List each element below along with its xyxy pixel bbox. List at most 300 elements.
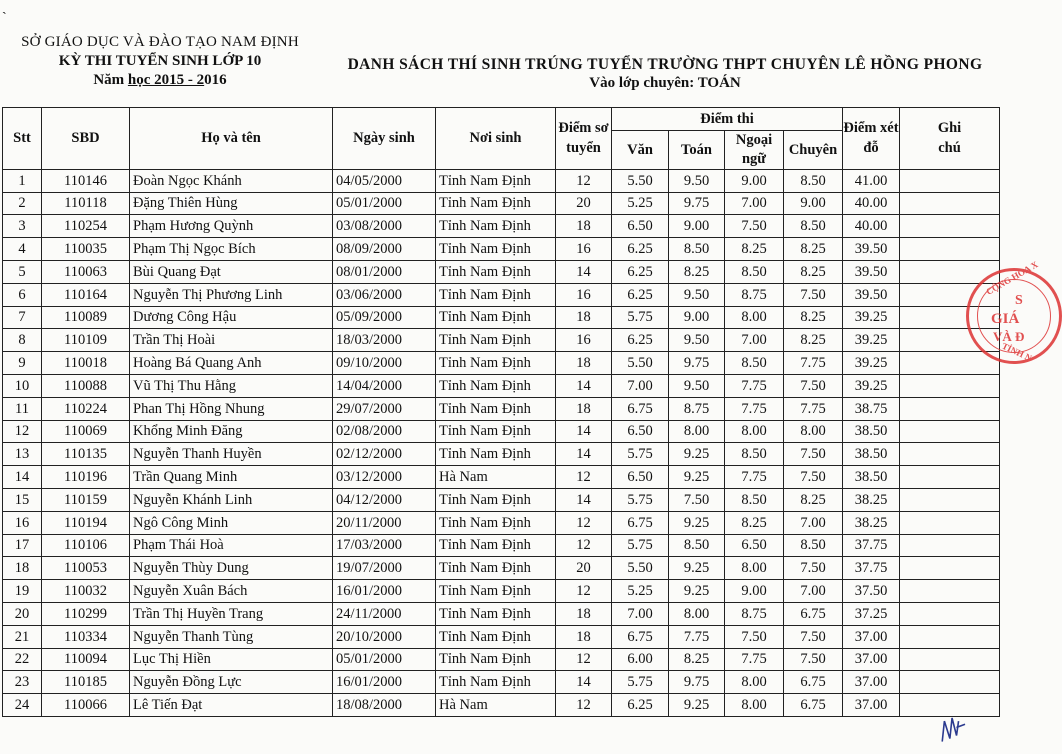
cell-chuyen: 8.50 [784,534,843,557]
table-row [3,329,1000,352]
cell-name: Nguyễn Thị Phương Linh [130,283,333,306]
cell-nn: 8.50 [725,443,784,466]
cell-total: 38.50 [843,443,900,466]
cell-chuyen: 6.75 [784,602,843,625]
cell-pob: Tỉnh Nam Định [436,397,556,420]
cell-prelim: 18 [556,625,612,648]
cell-prelim: 12 [556,511,612,534]
cell-total: 37.00 [843,648,900,671]
cell-toan: 9.50 [669,329,725,352]
signature-scribble [935,710,969,748]
cell-sbd: 110032 [42,580,130,603]
table-row [3,671,1000,694]
table-row [3,580,1000,603]
cell-dob: 03/12/2000 [333,466,436,489]
table-row [3,648,1000,671]
cell-note [900,443,1000,466]
cell-note [900,671,1000,694]
cell-stt: 19 [3,580,42,603]
cell-toan: 8.50 [669,238,725,261]
cell-total: 39.50 [843,238,900,261]
cell-stt: 17 [3,534,42,557]
cell-pob: Hà Nam [436,466,556,489]
cell-note [900,352,1000,375]
cell-van: 6.50 [612,466,669,489]
seal-text-top: CỘNG HÒA X [984,259,1040,297]
cell-total: 37.25 [843,602,900,625]
cell-chuyen: 8.25 [784,260,843,283]
cell-total: 39.25 [843,329,900,352]
cell-name: Phạm Thị Ngọc Bích [130,238,333,261]
cell-nn: 8.00 [725,306,784,329]
cell-dob: 04/12/2000 [333,488,436,511]
cell-stt: 7 [3,306,42,329]
cell-dob: 02/08/2000 [333,420,436,443]
cell-sbd: 110109 [42,329,130,352]
cell-prelim: 18 [556,215,612,238]
table-row [3,694,1000,717]
cell-prelim: 18 [556,352,612,375]
cell-chuyen: 7.50 [784,466,843,489]
cell-stt: 20 [3,602,42,625]
cell-sbd: 110018 [42,352,130,375]
school-year-suffix: 016 [204,72,227,88]
cell-name: Ngô Công Minh [130,511,333,534]
col-total: Điểm xét đỗ [843,108,900,170]
table-row [3,306,1000,329]
cell-name: Dương Công Hậu [130,306,333,329]
cell-total: 40.00 [843,215,900,238]
table-row [3,420,1000,443]
cell-chuyen: 8.50 [784,215,843,238]
cell-sbd: 110146 [42,169,130,192]
cell-prelim: 12 [556,694,612,717]
cell-note [900,397,1000,420]
cell-total: 37.00 [843,671,900,694]
cell-van: 7.00 [612,374,669,397]
cell-toan: 8.00 [669,420,725,443]
cell-sbd: 110053 [42,557,130,580]
table-row [3,488,1000,511]
cell-sbd: 110194 [42,511,130,534]
cell-total: 37.75 [843,557,900,580]
cell-chuyen: 8.00 [784,420,843,443]
cell-van: 6.25 [612,238,669,261]
cell-total: 38.75 [843,397,900,420]
cell-nn: 8.00 [725,694,784,717]
cell-nn: 7.75 [725,374,784,397]
cell-nn: 7.50 [725,625,784,648]
cell-pob: Tỉnh Nam Định [436,169,556,192]
col-sbd: SBD [42,108,130,170]
cell-total: 38.25 [843,511,900,534]
cell-total: 39.25 [843,352,900,375]
table-row [3,192,1000,215]
cell-total: 39.50 [843,283,900,306]
cell-name: Hoàng Bá Quang Anh [130,352,333,375]
cell-stt: 9 [3,352,42,375]
cell-toan: 9.50 [669,374,725,397]
cell-chuyen: 6.75 [784,671,843,694]
cell-prelim: 14 [556,420,612,443]
cell-toan: 9.50 [669,169,725,192]
cell-toan: 9.75 [669,671,725,694]
cell-stt: 14 [3,466,42,489]
cell-total: 39.25 [843,374,900,397]
cell-sbd: 110164 [42,283,130,306]
cell-chuyen: 9.00 [784,192,843,215]
cell-chuyen: 8.25 [784,329,843,352]
cell-prelim: 16 [556,238,612,261]
cell-chuyen: 7.50 [784,557,843,580]
cell-stt: 24 [3,694,42,717]
seal-text-mid3: VÀ Đ [993,329,1025,344]
cell-stt: 15 [3,488,42,511]
cell-toan: 8.25 [669,648,725,671]
cell-pob: Tỉnh Nam Định [436,192,556,215]
cell-van: 5.75 [612,443,669,466]
col-stt: Stt [3,108,42,170]
cell-name: Lê Tiến Đạt [130,694,333,717]
cell-nn: 7.00 [725,329,784,352]
header-right [330,55,1000,93]
cell-nn: 7.00 [725,192,784,215]
cell-name: Phạm Thái Hoà [130,534,333,557]
cell-name: Đặng Thiên Hùng [130,192,333,215]
cell-van: 5.25 [612,580,669,603]
cell-chuyen: 8.50 [784,169,843,192]
cell-name: Đoàn Ngọc Khánh [130,169,333,192]
cell-stt: 21 [3,625,42,648]
cell-stt: 3 [3,215,42,238]
table-row [3,602,1000,625]
cell-dob: 24/11/2000 [333,602,436,625]
table-body [3,169,1000,716]
department-name: SỞ GIÁO DỤC VÀ ĐÀO TẠO NAM ĐỊNH [21,34,299,50]
cell-dob: 18/03/2000 [333,329,436,352]
table-row [3,352,1000,375]
cell-note [900,192,1000,215]
cell-total: 41.00 [843,169,900,192]
cell-stt: 23 [3,671,42,694]
cell-sbd: 110094 [42,648,130,671]
cell-pob: Tỉnh Nam Định [436,374,556,397]
seal-text-mid2: GIÁ [991,311,1020,327]
table-row [3,534,1000,557]
cell-stt: 11 [3,397,42,420]
cell-note [900,625,1000,648]
cell-dob: 08/09/2000 [333,238,436,261]
cell-van: 6.75 [612,625,669,648]
cell-chuyen: 8.25 [784,488,843,511]
cell-van: 6.50 [612,215,669,238]
cell-nn: 8.50 [725,352,784,375]
cell-name: Nguyễn Đồng Lực [130,671,333,694]
cell-sbd: 110118 [42,192,130,215]
cell-name: Trần Quang Minh [130,466,333,489]
seal-text-mid1: S [1015,293,1023,308]
cell-van: 6.50 [612,420,669,443]
cell-total: 37.50 [843,580,900,603]
cell-van: 5.75 [612,534,669,557]
cell-van: 5.50 [612,557,669,580]
col-dob: Ngày sinh [333,108,436,170]
seal-text-bottom: TỈNH N [1000,340,1034,364]
cell-stt: 5 [3,260,42,283]
cell-pob: Tỉnh Nam Định [436,260,556,283]
cell-nn: 8.00 [725,420,784,443]
cell-nn: 8.50 [725,260,784,283]
cell-total: 37.00 [843,694,900,717]
cell-prelim: 16 [556,283,612,306]
cell-toan: 9.00 [669,306,725,329]
cell-van: 6.00 [612,648,669,671]
cell-total: 40.00 [843,192,900,215]
col-name: Họ và tên [130,108,333,170]
cell-toan: 8.75 [669,397,725,420]
col-ngoai-ngu: Ngoại ngữ [725,130,784,169]
cell-pob: Tỉnh Nam Định [436,557,556,580]
cell-van: 5.50 [612,352,669,375]
cell-nn: 8.00 [725,671,784,694]
cell-toan: 8.50 [669,534,725,557]
table-row [3,625,1000,648]
cell-stt: 6 [3,283,42,306]
cell-stt: 4 [3,238,42,261]
cell-note [900,169,1000,192]
exam-name: KỲ THI TUYỂN SINH LỚP 10 [58,53,262,69]
cell-sbd: 110159 [42,488,130,511]
cell-nn: 8.25 [725,238,784,261]
document-subtitle: Vào lớp chuyên: TOÁN [589,75,741,91]
corner-mark: ˏ [2,0,7,15]
cell-pob: Tỉnh Nam Định [436,306,556,329]
cell-name: Khổng Minh Đăng [130,420,333,443]
cell-chuyen: 6.75 [784,694,843,717]
cell-sbd: 110135 [42,443,130,466]
cell-note [900,557,1000,580]
cell-van: 6.25 [612,329,669,352]
cell-prelim: 20 [556,557,612,580]
table-header-row-1 [3,108,1000,131]
cell-dob: 05/09/2000 [333,306,436,329]
cell-chuyen: 8.25 [784,238,843,261]
cell-sbd: 110334 [42,625,130,648]
table-row [3,466,1000,489]
cell-toan: 9.25 [669,557,725,580]
header-left [10,33,310,90]
table-row [3,215,1000,238]
cell-prelim: 14 [556,443,612,466]
cell-stt: 18 [3,557,42,580]
cell-nn: 8.25 [725,511,784,534]
col-exam-group: Điểm thi [612,108,843,131]
cell-dob: 17/03/2000 [333,534,436,557]
cell-dob: 20/11/2000 [333,511,436,534]
cell-chuyen: 7.50 [784,443,843,466]
cell-note [900,420,1000,443]
cell-stt: 13 [3,443,42,466]
col-note: Ghi chú [900,108,1000,170]
cell-note [900,215,1000,238]
cell-name: Trần Thị Huyền Trang [130,602,333,625]
cell-sbd: 110035 [42,238,130,261]
table-row [3,238,1000,261]
cell-van: 5.25 [612,192,669,215]
cell-dob: 05/01/2000 [333,192,436,215]
cell-pob: Tỉnh Nam Định [436,238,556,261]
cell-note [900,534,1000,557]
cell-prelim: 14 [556,488,612,511]
cell-van: 6.25 [612,283,669,306]
cell-total: 38.50 [843,420,900,443]
cell-chuyen: 7.50 [784,625,843,648]
cell-pob: Tỉnh Nam Định [436,648,556,671]
cell-prelim: 12 [556,466,612,489]
cell-toan: 8.25 [669,260,725,283]
cell-name: Phan Thị Hồng Nhung [130,397,333,420]
cell-total: 37.75 [843,534,900,557]
cell-note [900,466,1000,489]
col-prelim: Điểm sơ tuyển [556,108,612,170]
cell-nn: 6.50 [725,534,784,557]
cell-note [900,238,1000,261]
school-year-prefix: Năm [93,72,128,88]
cell-dob: 20/10/2000 [333,625,436,648]
cell-toan: 9.50 [669,283,725,306]
cell-note [900,511,1000,534]
cell-chuyen: 7.50 [784,374,843,397]
cell-dob: 03/08/2000 [333,215,436,238]
cell-note [900,374,1000,397]
cell-prelim: 14 [556,374,612,397]
table-row [3,169,1000,192]
cell-dob: 02/12/2000 [333,443,436,466]
cell-toan: 9.25 [669,694,725,717]
table-row [3,557,1000,580]
cell-toan: 9.25 [669,580,725,603]
cell-van: 5.75 [612,306,669,329]
cell-toan: 9.25 [669,466,725,489]
cell-note [900,488,1000,511]
cell-stt: 22 [3,648,42,671]
cell-prelim: 14 [556,260,612,283]
col-pob: Nơi sinh [436,108,556,170]
cell-name: Nguyễn Thùy Dung [130,557,333,580]
table-row [3,397,1000,420]
cell-dob: 05/01/2000 [333,648,436,671]
cell-nn: 7.75 [725,648,784,671]
document-title: DANH SÁCH THÍ SINH TRÚNG TUYỂN TRƯỜNG THPT CHUYÊN LÊ HỒNG PHONG [347,56,983,73]
cell-pob: Tỉnh Nam Định [436,602,556,625]
col-chuyen: Chuyên [784,130,843,169]
cell-name: Bùi Quang Đạt [130,260,333,283]
col-van: Văn [612,130,669,169]
cell-sbd: 110088 [42,374,130,397]
cell-sbd: 110069 [42,420,130,443]
cell-prelim: 16 [556,329,612,352]
cell-dob: 29/07/2000 [333,397,436,420]
cell-stt: 1 [3,169,42,192]
school-year [10,71,310,90]
cell-total: 39.50 [843,260,900,283]
cell-dob: 16/01/2000 [333,580,436,603]
admission-table [2,107,1000,717]
cell-dob: 14/04/2000 [333,374,436,397]
cell-sbd: 110224 [42,397,130,420]
col-toan: Toán [669,130,725,169]
cell-toan: 7.50 [669,488,725,511]
cell-note [900,580,1000,603]
table-row [3,283,1000,306]
cell-name: Lục Thị Hiền [130,648,333,671]
cell-dob: 19/07/2000 [333,557,436,580]
cell-dob: 16/01/2000 [333,671,436,694]
cell-total: 39.25 [843,306,900,329]
cell-total: 37.00 [843,625,900,648]
signature [935,710,970,754]
cell-van: 6.25 [612,260,669,283]
cell-nn: 8.75 [725,602,784,625]
cell-pob: Tỉnh Nam Định [436,443,556,466]
official-seal [966,259,1062,364]
cell-van: 6.75 [612,397,669,420]
cell-nn: 7.75 [725,397,784,420]
cell-chuyen: 7.50 [784,283,843,306]
cell-sbd: 110185 [42,671,130,694]
cell-van: 5.75 [612,488,669,511]
cell-pob: Tỉnh Nam Định [436,625,556,648]
cell-sbd: 110066 [42,694,130,717]
cell-name: Nguyễn Khánh Linh [130,488,333,511]
cell-dob: 18/08/2000 [333,694,436,717]
table-row [3,443,1000,466]
school-year-underlined: học 2015 - 2 [127,72,205,88]
cell-prelim: 12 [556,169,612,192]
cell-pob: Hà Nam [436,694,556,717]
cell-dob: 03/06/2000 [333,283,436,306]
cell-pob: Tỉnh Nam Định [436,511,556,534]
cell-toan: 9.25 [669,511,725,534]
cell-chuyen: 7.75 [784,352,843,375]
cell-prelim: 18 [556,306,612,329]
cell-toan: 7.75 [669,625,725,648]
cell-sbd: 110106 [42,534,130,557]
cell-prelim: 12 [556,534,612,557]
cell-stt: 10 [3,374,42,397]
cell-chuyen: 7.75 [784,397,843,420]
cell-sbd: 110299 [42,602,130,625]
cell-chuyen: 8.25 [784,306,843,329]
cell-van: 6.25 [612,694,669,717]
cell-prelim: 18 [556,397,612,420]
cell-pob: Tỉnh Nam Định [436,671,556,694]
cell-pob: Tỉnh Nam Định [436,352,556,375]
cell-total: 38.50 [843,466,900,489]
cell-toan: 8.00 [669,602,725,625]
cell-sbd: 110063 [42,260,130,283]
cell-pob: Tỉnh Nam Định [436,534,556,557]
cell-prelim: 20 [556,192,612,215]
cell-pob: Tỉnh Nam Định [436,283,556,306]
cell-toan: 9.00 [669,215,725,238]
cell-stt: 16 [3,511,42,534]
cell-prelim: 18 [556,602,612,625]
table-row [3,511,1000,534]
cell-stt: 2 [3,192,42,215]
cell-dob: 08/01/2000 [333,260,436,283]
cell-chuyen: 7.50 [784,648,843,671]
